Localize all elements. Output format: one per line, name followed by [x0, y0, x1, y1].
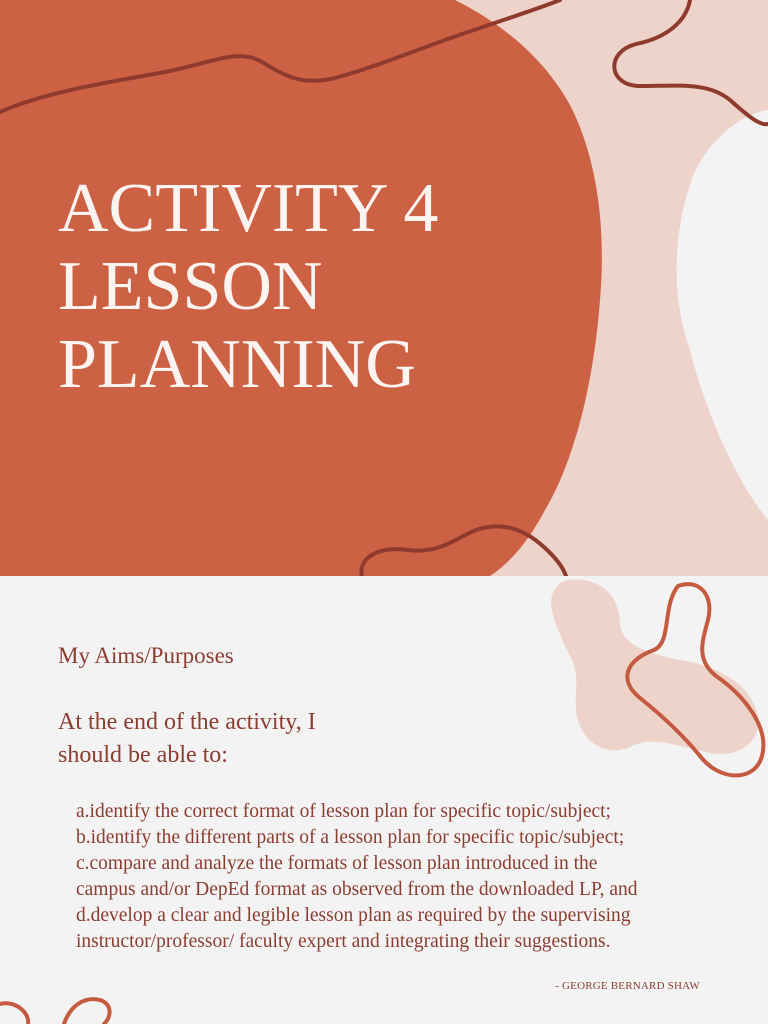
squiggle-top-right	[614, 0, 768, 124]
intro-line: At the end of the activity, I	[58, 709, 316, 735]
objective-line: a.identify the correct format of lesson plan for specific topic/subject;	[76, 801, 611, 822]
objective-line: campus and/or DepEd format as observed from the downloaded LP, and	[76, 879, 638, 900]
white-blob-shape	[677, 110, 768, 520]
aims-heading: My Aims/Purposes	[58, 643, 234, 668]
page-title	[58, 170, 438, 404]
blush-blob-shape	[551, 579, 758, 753]
objective-line: d.develop a clear and legible lesson plan as required by the supervising	[76, 905, 631, 926]
squiggle-bottom-left	[0, 999, 110, 1024]
intro-line: should be able to:	[58, 742, 228, 768]
objective-line: c.compare and analyze the formats of lesson plan introduced in the	[76, 853, 598, 874]
title-line: PLANNING	[58, 326, 416, 403]
intro-text	[58, 706, 358, 772]
quote-attribution: - GEORGE BERNARD SHAW	[555, 980, 700, 992]
objective-line: instructor/professor/ faculty expert and integrating their suggestions.	[76, 931, 611, 952]
title-line: LESSON	[58, 248, 323, 325]
title-line: ACTIVITY 4	[58, 170, 439, 247]
content-section	[0, 576, 768, 1024]
objectives-list	[76, 799, 716, 955]
objective-line: b.identify the different parts of a lesson plan for specific topic/subject;	[76, 827, 625, 848]
